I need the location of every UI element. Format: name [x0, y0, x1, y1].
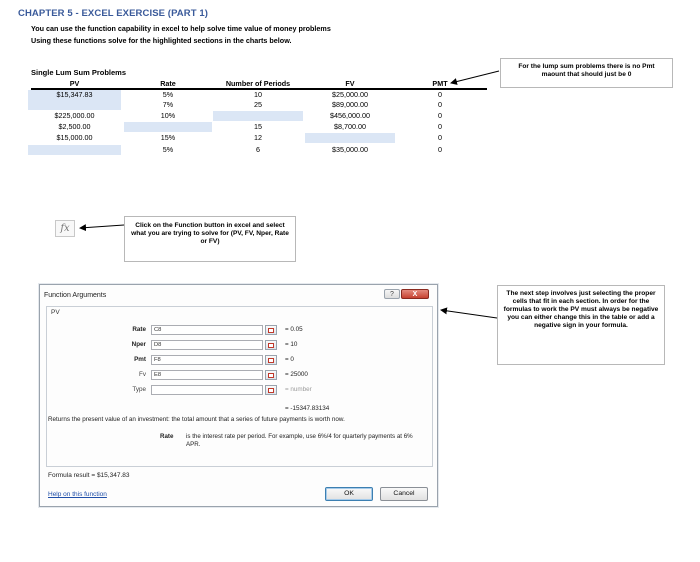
arg-value-type: = number	[285, 386, 312, 393]
intro-line-1: You can use the function capability in excel to help solve time value of money problems	[31, 24, 331, 33]
cell-rate-2: 10%	[160, 111, 176, 120]
fv-ref-button[interactable]	[265, 370, 277, 380]
arrow-dialog	[441, 310, 497, 318]
cell-pmt-4: 0	[438, 133, 442, 142]
ok-button[interactable]: OK	[325, 487, 373, 501]
arg-label-nper: Nper	[131, 341, 146, 348]
arg-help-description: is the interest rate per period. For example, use 6%/4 for quarterly payments at 6% APR.	[186, 433, 413, 448]
cell-pv-3: $2,500.00	[58, 122, 91, 131]
cell-pv-2: $225,000.00	[54, 111, 95, 120]
type-input[interactable]	[151, 385, 263, 395]
cell-pv-4: $15,000.00	[56, 133, 93, 142]
chapter-title: CHAPTER 5 - EXCEL EXERCISE (PART 1)	[18, 8, 209, 19]
fx-icon: fx	[55, 220, 75, 237]
note-next-step: The next step involves just selecting the proper cells that fit in each section. In order for the formulas to work the PV must always be negative you can either change this in the table or add a negative sign in your formula.	[497, 285, 665, 365]
collapse-dialog-icon	[268, 373, 274, 378]
collapse-dialog-icon	[268, 343, 274, 348]
cell-fv-0: $25,000.00	[332, 90, 368, 99]
arrow-lump-sum	[451, 71, 499, 83]
function-arguments-dialog	[39, 284, 438, 507]
arg-value-rate: = 0.05	[285, 326, 303, 333]
arg-label-type: Type	[132, 386, 146, 393]
arg-label-pmt: Pmt	[134, 356, 146, 363]
header-fv: FV	[345, 79, 355, 88]
collapse-dialog-icon	[268, 328, 274, 333]
function-description: Returns the present value of an investment: the total amount that a series of future payments is worth now.	[48, 416, 345, 423]
section-label: Single Lum Sum Problems	[31, 68, 127, 77]
cancel-button[interactable]: Cancel	[380, 487, 428, 501]
collapse-dialog-icon	[268, 388, 274, 393]
cell-rate-4: 15%	[160, 133, 176, 142]
cell-pmt-3: 0	[438, 122, 442, 131]
cell-nper-3: 15	[254, 122, 262, 131]
arg-value-fv: = 25000	[285, 371, 308, 378]
cell-rate-5: 5%	[162, 145, 174, 154]
note-lump-sum: For the lump sum problems there is no Pmt maount that should just be 0	[500, 58, 673, 88]
dialog-title: Function Arguments	[44, 292, 107, 299]
cell-fv-1: $89,000.00	[332, 100, 368, 109]
collapse-dialog-icon	[268, 358, 274, 363]
arrow-fx	[80, 225, 124, 228]
rate-input[interactable]	[151, 325, 263, 335]
header-rate: Rate	[160, 79, 176, 88]
arg-label-rate: Rate	[132, 326, 146, 333]
header-nper: Number of Periods	[225, 79, 291, 88]
pmt-ref-button[interactable]	[265, 355, 277, 365]
header-pv: PV	[69, 79, 80, 88]
note-function-button: Click on the Function button in excel and select what you are trying to solve for (PV, FV, Nper, Rate or FV)	[124, 216, 296, 262]
help-button[interactable]: ?	[384, 289, 400, 299]
cell-pmt-5: 0	[438, 145, 442, 154]
cell-pmt-1: 0	[438, 100, 442, 109]
arg-value-pmt: = 0	[285, 356, 294, 363]
cell-pmt-0: 0	[438, 90, 442, 99]
arg-label-fv: Fv	[139, 371, 146, 378]
formula-result: Formula result = $15,347.83	[48, 472, 130, 479]
header-pmt: PMT	[432, 79, 448, 88]
function-result: = -15347.83134	[285, 405, 330, 412]
cell-nper-4: 12	[254, 133, 262, 142]
help-on-function-link[interactable]: Help on this function	[48, 491, 107, 498]
cell-nper-0: 10	[254, 90, 262, 99]
intro-line-2: Using these functions solve for the highlighted sections in the charts below.	[31, 36, 292, 45]
arg-help-label: Rate	[160, 433, 174, 440]
type-ref-button[interactable]	[265, 385, 277, 395]
function-name: PV	[51, 309, 60, 316]
close-button[interactable]: X	[401, 289, 429, 299]
pmt-input[interactable]	[151, 355, 263, 365]
nper-ref-button[interactable]	[265, 340, 277, 350]
cell-pv-0: $15,347.83	[28, 90, 121, 100]
rate-ref-button[interactable]	[265, 325, 277, 335]
cell-fv-5: $35,000.00	[332, 145, 368, 154]
arg-value-nper: = 10	[285, 341, 298, 348]
cell-pmt-2: 0	[438, 111, 442, 120]
cell-rate-0: 5%	[162, 90, 174, 99]
cell-rate-1: 7%	[162, 100, 174, 109]
cell-nper-1: 25	[254, 100, 262, 109]
fv-input[interactable]	[151, 370, 263, 380]
nper-input[interactable]	[151, 340, 263, 350]
cell-fv-2: $456,000.00	[330, 111, 370, 120]
cell-fv-3: $8,700.00	[334, 122, 366, 131]
cell-nper-5: 6	[256, 145, 260, 154]
